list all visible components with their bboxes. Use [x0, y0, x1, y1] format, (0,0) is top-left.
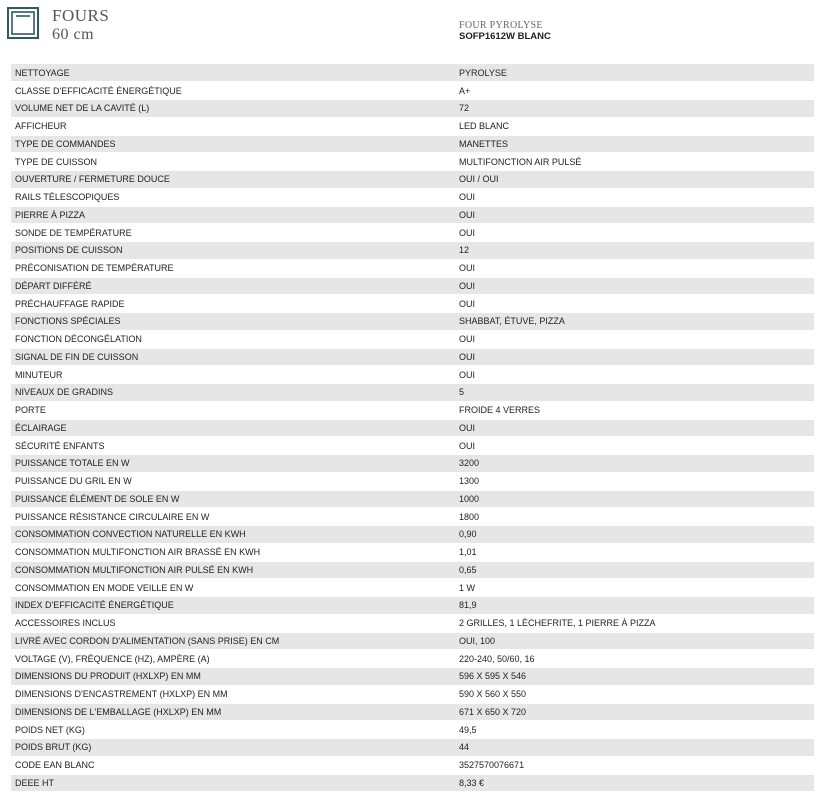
spec-label: POIDS BRUT (KG): [11, 739, 455, 757]
table-row: [11, 82, 814, 100]
spec-label: SONDE DE TEMPÉRATURE: [11, 224, 455, 242]
spec-value: 3527570076671: [455, 756, 814, 774]
spec-value: 0,90: [455, 526, 814, 544]
spec-label: NIVEAUX DE GRADINS: [11, 384, 455, 402]
spec-value: OUI: [455, 419, 814, 437]
spec-label: LIVRÉ AVEC CORDON D'ALIMENTATION (SANS PRISE) EN CM: [11, 632, 455, 650]
spec-value: 8,33 €: [455, 774, 814, 792]
spec-label: VOLTAGE (V), FRÉQUENCE (HZ), AMPÈRE (A): [11, 650, 455, 668]
specifications-table: [11, 64, 814, 792]
spec-value: 1 W: [455, 579, 814, 597]
spec-value: MULTIFONCTION AIR PULSÉ: [455, 153, 814, 171]
table-row: [11, 543, 814, 561]
table-row: [11, 597, 814, 615]
table-row: [11, 135, 814, 153]
spec-label: SIGNAL DE FIN DE CUISSON: [11, 348, 455, 366]
spec-value: 1000: [455, 490, 814, 508]
spec-label: CONSOMMATION EN MODE VEILLE EN W: [11, 579, 455, 597]
spec-label: FONCTION DÉCONGÉLATION: [11, 330, 455, 348]
table-row: [11, 117, 814, 135]
product-type: FOUR PYROLYSE: [459, 20, 543, 31]
table-row: [11, 366, 814, 384]
table-row: [11, 455, 814, 473]
specifications-body: [11, 64, 814, 792]
table-row: [11, 756, 814, 774]
category-title: FOURS: [52, 6, 110, 25]
spec-label: VOLUME NET DE LA CAVITÉ (L): [11, 100, 455, 118]
spec-value: OUI: [455, 277, 814, 295]
spec-label: PRÉCONISATION DE TEMPÉRATURE: [11, 259, 455, 277]
spec-value: 596 X 595 X 546: [455, 668, 814, 686]
spec-value: MANETTES: [455, 135, 814, 153]
spec-value: 0,65: [455, 561, 814, 579]
spec-value: OUI: [455, 330, 814, 348]
table-row: [11, 188, 814, 206]
table-row: [11, 153, 814, 171]
table-row: [11, 614, 814, 632]
table-row: [11, 703, 814, 721]
spec-value: 671 X 650 X 720: [455, 703, 814, 721]
table-row: [11, 295, 814, 313]
spec-label: PRÉCHAUFFAGE RAPIDE: [11, 295, 455, 313]
table-row: [11, 490, 814, 508]
product-model: SOFP1612W BLANC: [459, 31, 551, 42]
product-info: [459, 20, 551, 42]
table-row: [11, 348, 814, 366]
spec-value: 44: [455, 739, 814, 757]
spec-value: OUI: [455, 188, 814, 206]
table-row: [11, 685, 814, 703]
oven-icon: [7, 7, 39, 39]
table-row: [11, 579, 814, 597]
table-row: [11, 668, 814, 686]
table-row: [11, 472, 814, 490]
spec-label: CODE EAN BLANC: [11, 756, 455, 774]
spec-label: PUISSANCE RÉSISTANCE CIRCULAIRE EN W: [11, 508, 455, 526]
table-row: [11, 259, 814, 277]
spec-value: A+: [455, 82, 814, 100]
spec-label: ÉCLAIRAGE: [11, 419, 455, 437]
table-row: [11, 561, 814, 579]
spec-label: DÉPART DIFFÉRÉ: [11, 277, 455, 295]
spec-label: PUISSANCE ÉLÉMENT DE SOLE EN W: [11, 490, 455, 508]
category-title-block: [52, 6, 109, 44]
spec-label: PUISSANCE DU GRIL EN W: [11, 472, 455, 490]
spec-label: PORTE: [11, 401, 455, 419]
spec-value: 72: [455, 100, 814, 118]
spec-value: OUI: [455, 206, 814, 224]
spec-label: AFFICHEUR: [11, 117, 455, 135]
spec-label: SÉCURITÉ ENFANTS: [11, 437, 455, 455]
spec-value: OUI: [455, 224, 814, 242]
spec-value: 220-240, 50/60, 16: [455, 650, 814, 668]
table-row: [11, 242, 814, 260]
table-row: [11, 632, 814, 650]
spec-value: 1800: [455, 508, 814, 526]
table-row: [11, 224, 814, 242]
table-row: [11, 401, 814, 419]
spec-value: 5: [455, 384, 814, 402]
page-header: [0, 0, 821, 60]
spec-label: PIERRE À PIZZA: [11, 206, 455, 224]
spec-value: FROIDE 4 VERRES: [455, 401, 814, 419]
spec-label: TYPE DE COMMANDES: [11, 135, 455, 153]
spec-label: DEEE HT: [11, 774, 455, 792]
spec-value: OUI, 100: [455, 632, 814, 650]
table-row: [11, 313, 814, 331]
spec-value: 12: [455, 242, 814, 260]
spec-value: 1300: [455, 472, 814, 490]
spec-label: ACCESSOIRES INCLUS: [11, 614, 455, 632]
spec-label: INDEX D'EFFICACITÉ ÉNERGÉTIQUE: [11, 597, 455, 615]
spec-value: OUI: [455, 366, 814, 384]
spec-value: OUI / OUI: [455, 171, 814, 189]
table-row: [11, 206, 814, 224]
spec-label: TYPE DE CUISSON: [11, 153, 455, 171]
table-row: [11, 739, 814, 757]
spec-value: 49,5: [455, 721, 814, 739]
spec-value: 81,9: [455, 597, 814, 615]
spec-label: NETTOYAGE: [11, 64, 455, 82]
table-row: [11, 721, 814, 739]
category-size: 60 cm: [52, 26, 95, 43]
spec-label: PUISSANCE TOTALE EN W: [11, 455, 455, 473]
spec-value: OUI: [455, 295, 814, 313]
table-row: [11, 64, 814, 82]
table-row: [11, 774, 814, 792]
spec-value: SHABBAT, ÉTUVE, PIZZA: [455, 313, 814, 331]
table-row: [11, 384, 814, 402]
spec-label: CLASSE D'EFFICACITÉ ÉNERGÉTIQUE: [11, 82, 455, 100]
spec-value: 3200: [455, 455, 814, 473]
spec-value: 2 GRILLES, 1 LÈCHEFRITE, 1 PIERRE À PIZZA: [455, 614, 814, 632]
table-row: [11, 330, 814, 348]
spec-value: LED BLANC: [455, 117, 814, 135]
spec-label: CONSOMMATION MULTIFONCTION AIR PULSÉ EN KWH: [11, 561, 455, 579]
spec-label: DIMENSIONS DE L'EMBALLAGE (HXLXP) EN MM: [11, 703, 455, 721]
spec-label: RAILS TÉLESCOPIQUES: [11, 188, 455, 206]
spec-value: PYROLYSE: [455, 64, 814, 82]
table-row: [11, 650, 814, 668]
spec-label: POIDS NET (KG): [11, 721, 455, 739]
spec-label: POSITIONS DE CUISSON: [11, 242, 455, 260]
spec-value: 590 X 560 X 550: [455, 685, 814, 703]
spec-label: CONSOMMATION MULTIFONCTION AIR BRASSÉ EN KWH: [11, 543, 455, 561]
table-row: [11, 100, 814, 118]
table-row: [11, 508, 814, 526]
spec-label: OUVERTURE / FERMETURE DOUCE: [11, 171, 455, 189]
table-row: [11, 171, 814, 189]
table-row: [11, 526, 814, 544]
spec-label: DIMENSIONS D'ENCASTREMENT (HXLXP) EN MM: [11, 685, 455, 703]
spec-label: CONSOMMATION CONVECTION NATURELLE EN KWH: [11, 526, 455, 544]
spec-label: FONCTIONS SPÉCIALES: [11, 313, 455, 331]
table-row: [11, 437, 814, 455]
spec-value: OUI: [455, 348, 814, 366]
spec-label: DIMENSIONS DU PRODUIT (HXLXP) EN MM: [11, 668, 455, 686]
table-row: [11, 277, 814, 295]
table-row: [11, 419, 814, 437]
spec-value: OUI: [455, 259, 814, 277]
spec-label: MINUTEUR: [11, 366, 455, 384]
spec-value: 1,01: [455, 543, 814, 561]
spec-value: OUI: [455, 437, 814, 455]
